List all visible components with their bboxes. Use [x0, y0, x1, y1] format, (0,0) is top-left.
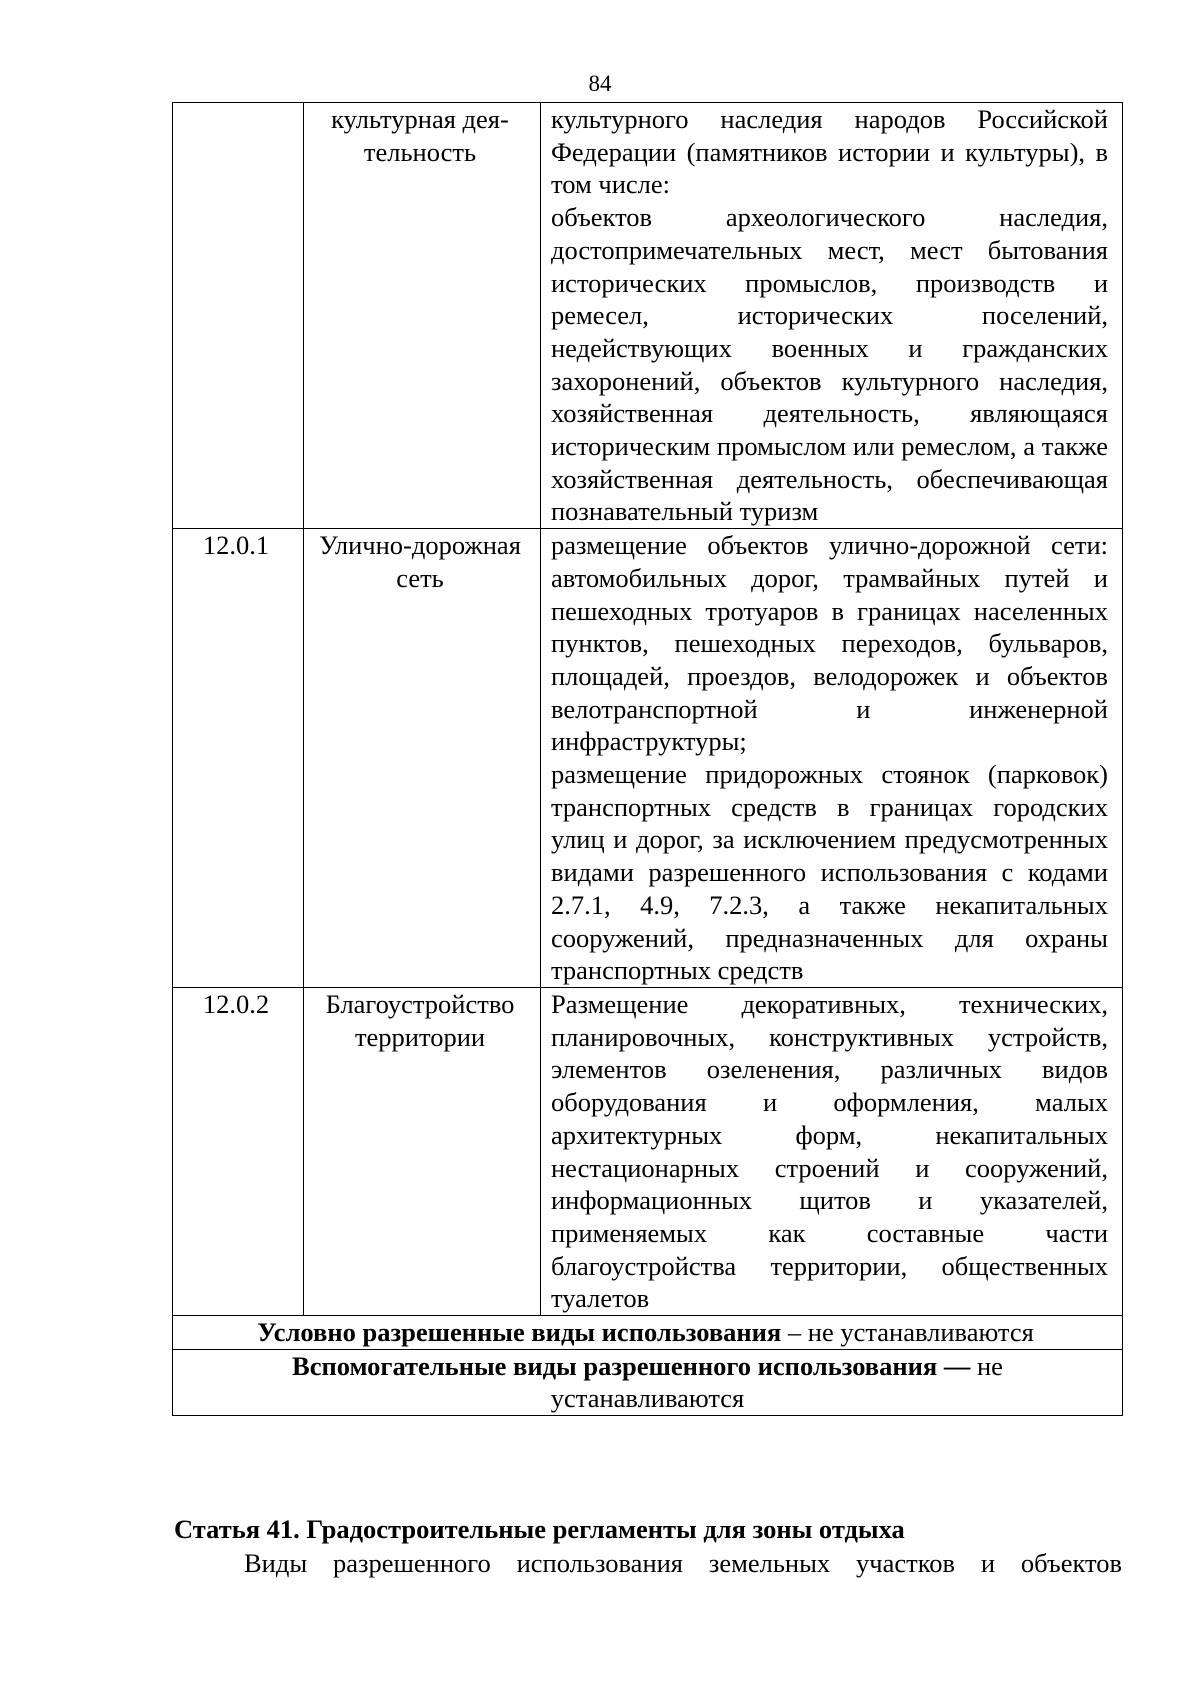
use-name: Улично-дорожная сеть — [304, 529, 541, 988]
page-number: 84 — [588, 71, 612, 96]
use-code: 12.0.1 — [173, 529, 304, 988]
auxiliary-uses-row — [173, 1349, 1123, 1415]
use-description — [541, 987, 1123, 1315]
use-code — [173, 103, 304, 529]
description-paragraph: культурного наследия народов Российской Федерации (памятников истории и культуры), в том числе: — [551, 104, 1108, 200]
description-paragraph: размещение придорожных стоянок (парковок) транспортных средств в границах городских улиц и дорог, за исключением предусмотренных видами разрешенного использования с кодами 2.7.1, 4.9, 7.2.3, а также некапитальных сооружений, предназначенных для охраны транспортных средств — [551, 759, 1108, 986]
use-name: культурная дея-тельность — [304, 103, 541, 529]
auxiliary-uses-title: Вспомогательные виды разрешенного использования — — [292, 1350, 971, 1381]
auxiliary-uses-note: не устанавливаются — [550, 1350, 1003, 1414]
use-description — [541, 529, 1123, 988]
table-row — [173, 529, 1123, 988]
description-paragraph: Размещение декоративных, технических, планировочных, конструктивных устройств, элементов озеленения, различных видов оборудования и оформления, малых архитектурных форм, некапитальных нестационарных строений и сооружений, информационных щитов и указателей, применяемых как составные части благоустройства территории, общественных туалетов — [551, 988, 1108, 1314]
table-row — [173, 103, 1123, 529]
description-paragraph: объектов археологического наследия, достопримечательных мест, мест бытования исторических промыслов, производств и ремесел, исторических поселений, недействующих военных и гражданских захоронений, объектов культурного наследия, хозяйственная деятельность, являющаяся историческим промыслом или ремеслом, а также хозяйственная деятельность, обеспечивающая познавательный туризм — [551, 202, 1108, 527]
conditional-uses-row — [173, 1316, 1123, 1350]
article-heading: Статья 41. Градостроительные регламенты для зоны отдыха — [174, 1514, 905, 1544]
article-paragraph: Виды разрешенного использования земельных участков и объектов — [244, 1548, 1122, 1578]
conditional-uses-cell — [173, 1316, 1123, 1350]
conditional-uses-note: – не устанавливаются — [781, 1317, 1034, 1348]
use-name: Благоустройство территории — [304, 987, 541, 1315]
use-description — [541, 103, 1123, 529]
use-code: 12.0.2 — [173, 987, 304, 1315]
land-use-table — [172, 102, 1123, 1416]
description-paragraph: размещение объектов улично-дорожной сети: автомобильных дорог, трамвайных путей и пешеходных тротуаров в границах населенных пунктов, пешеходных переходов, бульваров, площадей, проездов, велодорожек и объектов велотранспортной и инженерной инфраструктуры; — [551, 530, 1108, 757]
auxiliary-uses-cell — [173, 1349, 1123, 1415]
conditional-uses-title: Условно разрешенные виды использования — [257, 1317, 782, 1348]
table-row — [173, 987, 1123, 1315]
